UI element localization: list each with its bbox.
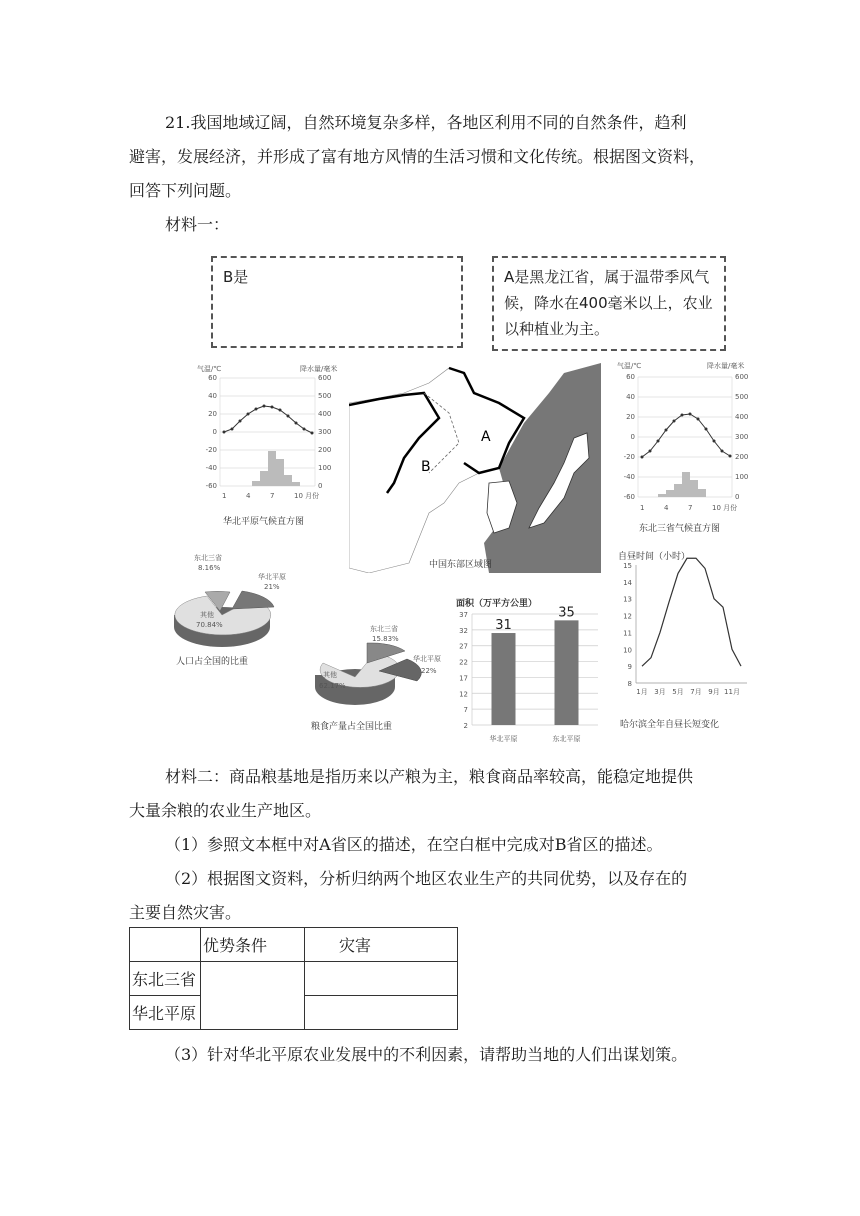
answer-table xyxy=(129,927,458,1030)
bar-value-label: 35 xyxy=(558,605,575,621)
y-tick-label: 17 xyxy=(459,674,468,683)
slice-label: 东北三省 xyxy=(194,554,222,562)
material-1-label: 材料一： xyxy=(165,215,230,234)
y-tick-label: 22 xyxy=(459,658,468,667)
tick: -60 xyxy=(205,482,217,490)
a-province-box xyxy=(492,256,726,351)
bar-y-ticks xyxy=(459,611,468,730)
temp-points xyxy=(641,413,732,459)
table-corner xyxy=(130,928,201,962)
y-tick-label: 13 xyxy=(623,595,632,604)
tick: 0 xyxy=(735,493,740,501)
east-china-map xyxy=(349,363,601,573)
x-tick-label: 9月 xyxy=(708,688,720,696)
temp-points xyxy=(223,405,314,435)
slice-value: 22% xyxy=(421,667,437,675)
map-caption: 中国东部区域图 xyxy=(429,560,493,570)
question-line-2: 避害，发展经济，并形成了富有地方风情的生活习惯和文化传统。根据图文资料， xyxy=(129,147,706,166)
tick: 0 xyxy=(318,482,323,490)
tick: 40 xyxy=(208,392,217,400)
b-province-box[interactable] xyxy=(211,256,463,348)
header-disaster: 灾害 xyxy=(305,928,458,962)
tick: 60 xyxy=(208,374,217,382)
slice-label: 华北平原 xyxy=(413,655,441,663)
y-tick-label: 15 xyxy=(623,562,632,570)
tick: 7 xyxy=(270,492,275,500)
north-plain-climate-caption: 华北平原气候直方图 xyxy=(223,517,305,527)
tick: -40 xyxy=(623,473,635,481)
y-tick-label: 10 xyxy=(623,646,632,655)
left-axis-title: 气温/℃ xyxy=(197,365,222,373)
tick: 300 xyxy=(735,433,749,441)
slice-label: 其他 xyxy=(200,611,214,619)
tick: 20 xyxy=(626,413,635,421)
a-province-text: A是黑龙江省，属于温带季风气候，降水在400毫米以上，农业以种植业为主。 xyxy=(504,268,713,338)
header-advantage: 优势条件 xyxy=(201,928,305,962)
tick: 1 xyxy=(640,504,645,512)
question-line-1: 21.我国地域辽阔，自然环境复杂多样，各地区利用不同的自然条件，趋利 xyxy=(165,113,687,132)
tick: 7 xyxy=(688,504,693,512)
tick: 20 xyxy=(208,410,217,418)
slice-value: 62.17% xyxy=(319,682,346,690)
tick: 4 xyxy=(664,504,669,512)
x-ticks xyxy=(222,491,319,500)
line-x-ticks xyxy=(636,688,740,696)
bar-category-label: 华北平原 xyxy=(489,735,518,743)
y-tick-label: 14 xyxy=(623,578,632,587)
tick: 400 xyxy=(735,413,749,421)
question-3: （3）针对华北平原农业发展中的不利因素，请帮助当地的人们出谋划策。 xyxy=(165,1045,688,1064)
right-axis-title: 降水量/毫米 xyxy=(707,362,745,370)
x-tick-label: 11月 xyxy=(724,688,740,696)
row-label-northeast: 东北三省 xyxy=(130,962,201,996)
slice-value: 21% xyxy=(264,583,280,591)
y-tick-label: 37 xyxy=(459,611,468,619)
slice-value: 8.16% xyxy=(198,564,221,572)
line-chart-title: 自昼时间（小时） xyxy=(618,552,691,562)
line-y-ticks xyxy=(623,562,747,688)
x-tick-label: 1月 xyxy=(636,688,648,696)
slice-value: 70.84% xyxy=(196,621,223,629)
slice-label: 东北三省 xyxy=(370,625,398,633)
left-axis-title: 气温/℃ xyxy=(617,362,642,370)
precip-bars xyxy=(658,472,706,497)
tick: 600 xyxy=(318,374,332,382)
y-tick-label: 2 xyxy=(463,722,468,730)
northeast-disaster-cell[interactable] xyxy=(305,962,458,996)
x-tick-label: 5月 xyxy=(672,688,684,696)
x-tick-label: 3月 xyxy=(654,688,666,696)
y-tick-label: 8 xyxy=(627,680,632,688)
slice-label: 其他 xyxy=(323,671,337,679)
tick: 400 xyxy=(318,410,332,418)
tick: 40 xyxy=(626,393,635,401)
area-bar-chart xyxy=(448,592,608,747)
tick: 500 xyxy=(318,392,332,400)
x-tick-label: 7月 xyxy=(690,688,702,696)
temp-ticks xyxy=(624,373,635,501)
map-label-b: B xyxy=(421,459,431,475)
tick: 1 xyxy=(222,492,227,500)
tick: 200 xyxy=(318,446,332,454)
bar-value-label: 31 xyxy=(495,618,512,634)
precip-ticks xyxy=(735,373,748,501)
tick: 0 xyxy=(630,433,635,441)
precip-ticks xyxy=(318,374,331,490)
y-tick-label: 7 xyxy=(463,706,468,715)
tick: 600 xyxy=(735,373,749,381)
y-tick-label: 12 xyxy=(459,690,468,699)
line-chart-caption: 哈尔滨全年自昼长短变化 xyxy=(620,720,720,730)
tick: 4 xyxy=(246,492,251,500)
b-province-text: B是 xyxy=(223,268,249,286)
northeast-climate-caption: 东北三省气候直方图 xyxy=(639,524,721,534)
tick: 0 xyxy=(212,428,217,436)
tick: 100 xyxy=(318,464,332,472)
bar-grid xyxy=(472,614,598,725)
temp-curve xyxy=(224,406,312,433)
bar-chart-title: 面积（万平方公里） xyxy=(456,599,538,609)
tick: 100 xyxy=(735,473,749,481)
northeast-climate-chart xyxy=(615,360,765,540)
slice-north-plain xyxy=(232,591,274,609)
temp-curve xyxy=(642,414,730,457)
tick: 200 xyxy=(735,453,749,461)
question-1: （1）参照文本框中对A省区的描述，在空白框中完成对B省区的描述。 xyxy=(165,835,663,854)
tick: 10 月份 xyxy=(294,492,320,500)
daylight-line xyxy=(642,558,741,666)
question-line-3: 回答下列问题。 xyxy=(129,181,242,200)
population-pie xyxy=(160,545,300,670)
x-ticks xyxy=(640,503,737,512)
grain-pie xyxy=(305,615,450,735)
y-tick-label: 9 xyxy=(627,663,632,672)
precip-bars xyxy=(252,451,300,486)
material-2-line-1: 材料二：商品粮基地是指历来以产粮为主，粮食商品率较高，能稳定地提供 xyxy=(165,767,694,786)
question-2-line-1: （2）根据图文资料，分析归纳两个地区农业生产的共同优势，以及存在的 xyxy=(165,869,688,888)
y-tick-label: 27 xyxy=(459,642,468,651)
north-plain-disaster-cell[interactable] xyxy=(305,996,458,1030)
tick: -20 xyxy=(205,446,217,454)
tick: 60 xyxy=(626,373,635,381)
population-pie-caption: 人口占全国的比重 xyxy=(176,657,249,667)
bar xyxy=(492,633,516,725)
grain-pie-caption: 粮食产量占全国比重 xyxy=(311,722,393,732)
temp-ticks xyxy=(206,374,217,490)
tick: 10 月份 xyxy=(712,504,738,512)
bar-category-label: 东北平原 xyxy=(552,735,581,743)
tick: -40 xyxy=(205,464,217,472)
tick: -60 xyxy=(623,493,635,501)
material-2-line-2: 大量余粮的农业生产地区。 xyxy=(129,801,322,820)
y-tick-label: 32 xyxy=(459,626,468,635)
tick: -20 xyxy=(623,453,635,461)
tick: 300 xyxy=(318,428,332,436)
y-tick-label: 11 xyxy=(623,629,632,638)
row-label-north-plain: 华北平原 xyxy=(130,996,201,1030)
slice-value: 15.83% xyxy=(372,635,399,643)
advantage-answer-cell[interactable] xyxy=(201,962,305,1030)
y-tick-label: 12 xyxy=(623,612,632,621)
slice-label: 华北平原 xyxy=(258,573,286,581)
tick: 500 xyxy=(735,393,749,401)
north-plain-climate-chart xyxy=(195,363,345,533)
map-label-a: A xyxy=(481,429,491,445)
bar xyxy=(555,620,579,725)
bar-marks xyxy=(490,605,581,743)
daylight-line-chart xyxy=(612,545,762,735)
right-axis-title: 降水量/毫米 xyxy=(300,365,338,373)
question-2-line-2: 主要自然灾害。 xyxy=(129,903,242,922)
grid xyxy=(220,378,315,486)
